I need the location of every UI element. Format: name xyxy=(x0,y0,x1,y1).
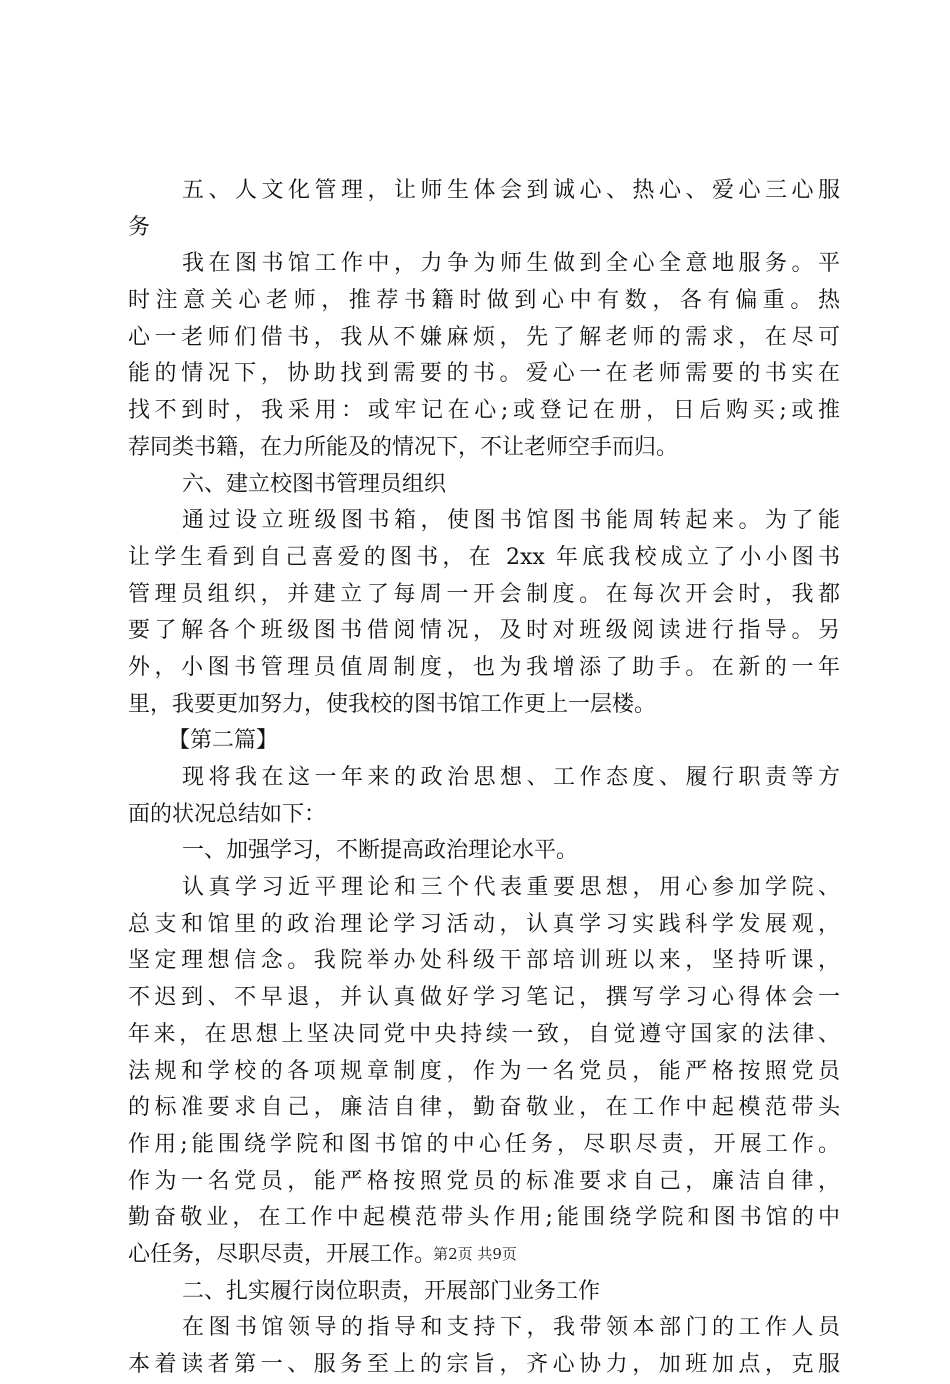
text-line: 的标准要求自己，廉洁自律，勤奋敬业，在工作中起模范带头 xyxy=(128,1095,840,1121)
document-body xyxy=(128,173,840,1384)
text-line: 本着读者第一、服务至上的宗旨，齐心协力，加班加点，克服 xyxy=(128,1352,840,1377)
text-line: 面的状况总结如下： xyxy=(128,801,327,827)
page-number-footer: 第2页 共9页 xyxy=(433,1245,517,1263)
text-line: 能的情况下，协助找到需要的书。爱心一在老师需要的书实在 xyxy=(128,361,840,387)
paragraph-line: 我在图书馆工作中，力争为师生做到全心全意地服务。平 xyxy=(182,251,840,277)
paragraph-line: 认真学习近平理论和三个代表重要思想，用心参加学院、 xyxy=(182,875,840,901)
text-line: 坚定理想信念。我院举办处科级干部培训班以来，坚持听课， xyxy=(128,948,840,974)
paragraph-line: 通过设立班级图书箱，使图书馆图书能周转起来。为了能 xyxy=(182,508,840,534)
section-heading-2: 二、扎实履行岗位职责，开展部门业务工作 xyxy=(182,1278,601,1304)
text-line: 时注意关心老师，推荐书籍时做到心中有数，各有偏重。热 xyxy=(128,288,840,314)
text-line: 找不到时，我采用：或牢记在心;或登记在册，日后购买;或推 xyxy=(128,398,840,424)
part-heading: 【第二篇】 xyxy=(168,728,279,754)
text-line: 心任务，尽职尽责，开展工作。 xyxy=(128,1241,437,1267)
text-line: 作为一名党员，能严格按照党员的标准要求自己，廉洁自律， xyxy=(128,1168,840,1194)
text-line: 法规和学校的各项规章制度，作为一名党员，能严格按照党员 xyxy=(128,1058,840,1084)
text-line: 里，我要更加努力，使我校的图书馆工作更上一层楼。 xyxy=(128,691,657,717)
section-heading-1: 一、加强学习，不断提高政治理论水平。 xyxy=(182,838,579,864)
text-line: 心一老师们借书，我从不嫌麻烦，先了解老师的需求，在尽可 xyxy=(128,324,840,350)
text-line: 作用;能围绕学院和图书馆的中心任务，尽职尽责，开展工作。 xyxy=(128,1131,840,1157)
text-line: 总支和馆里的政治理论学习活动，认真学习实践科学发展观， xyxy=(128,911,840,937)
text-line: 务 xyxy=(128,214,151,240)
text-line: 荐同类书籍，在力所能及的情况下，不让老师空手而归。 xyxy=(128,434,679,460)
text-line: 让学生看到自己喜爱的图书，在 2xx 年底我校成立了小小图书 xyxy=(128,544,840,570)
text-line: 勤奋敬业，在工作中起模范带头作用;能围绕学院和图书馆的中 xyxy=(128,1205,840,1231)
text-line: 外，小图书管理员值周制度，也为我增添了助手。在新的一年 xyxy=(128,654,840,680)
text-line: 不迟到、不早退，并认真做好学习笔记，撰写学习心得体会一 xyxy=(128,985,840,1011)
section-heading-5: 五、人文化管理，让师生体会到诚心、热心、爱心三心服 xyxy=(182,178,840,203)
section-heading-6: 六、建立校图书管理员组织 xyxy=(182,471,447,497)
paragraph-line: 在图书馆领导的指导和支持下，我带领本部门的工作人员 xyxy=(182,1315,840,1341)
text-line: 管理员组织，并建立了每周一开会制度。在每次开会时，我都 xyxy=(128,581,840,607)
text-line: 年来，在思想上坚决同党中央持续一致，自觉遵守国家的法律、 xyxy=(128,1021,840,1047)
paragraph-line: 现将我在这一年来的政治思想、工作态度、履行职责等方 xyxy=(182,765,840,790)
text-line: 要了解各个班级图书借阅情况，及时对班级阅读进行指导。另 xyxy=(128,618,840,644)
